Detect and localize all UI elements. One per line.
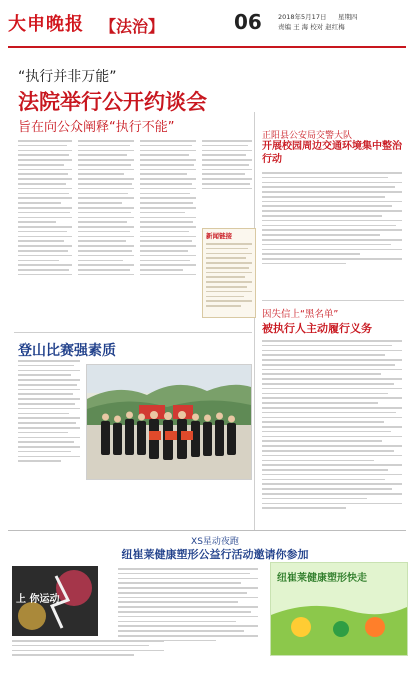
ad-left-text: 上 你运动 bbox=[16, 594, 60, 605]
header-editors: 责编 王 海 校对 赵红梅 bbox=[278, 23, 345, 31]
section-title: 【法治】 bbox=[100, 17, 165, 36]
masthead bbox=[8, 6, 406, 48]
right-top-lead: 正阳县公安局交警大队 bbox=[262, 131, 353, 141]
bottom-headline: 纽崔莱健康塑形公益行活动邀请你参加 bbox=[121, 548, 309, 561]
right-mid-headline-2: 被执行人主动履行义务 bbox=[262, 322, 372, 335]
header-weekday: 星期四 bbox=[338, 13, 358, 21]
masthead-divider bbox=[8, 46, 406, 48]
brand-logo: 大申晚报 bbox=[8, 14, 84, 35]
bottom-kicker: XS星动夜跑 bbox=[191, 537, 239, 547]
article-body-col-2 bbox=[78, 140, 134, 279]
right-mid-headline-1: 因失信上“黑名单” bbox=[262, 309, 339, 320]
right-mid-body bbox=[262, 340, 402, 512]
header-date: 2018年5月17日 bbox=[278, 13, 327, 21]
main-headline: 法院举行公开约谈会 bbox=[18, 90, 207, 114]
left-mid-headline: 登山比赛强素质 bbox=[18, 343, 116, 359]
article-body-col-1 bbox=[18, 140, 72, 279]
ad-right-text: 纽崔莱健康塑形快走 bbox=[277, 573, 367, 584]
right-section-divider bbox=[262, 300, 404, 301]
bottom-body bbox=[118, 568, 258, 645]
callout-box bbox=[202, 228, 256, 318]
page-number: 06 bbox=[234, 10, 262, 34]
article-body-col-4 bbox=[202, 140, 252, 193]
left-mid-divider bbox=[14, 332, 252, 333]
outdoor-group-photo-icon bbox=[87, 365, 251, 479]
callout-title: 新闻链接 bbox=[206, 232, 232, 240]
left-mid-body bbox=[18, 360, 80, 465]
bottom-top-rule bbox=[8, 530, 406, 531]
column-rule bbox=[254, 112, 255, 530]
ad-right bbox=[270, 562, 408, 656]
group-photo bbox=[86, 364, 252, 480]
article-body-col-3 bbox=[140, 140, 196, 279]
right-top-headline: 开展校园周边交通环境集中整治行动 bbox=[262, 141, 402, 165]
main-subheadline: 旨在向公众阐释“执行不能” bbox=[18, 120, 175, 135]
ad-left bbox=[12, 566, 98, 636]
right-top-body bbox=[262, 172, 402, 268]
main-kicker: “执行并非万能” bbox=[18, 69, 117, 85]
